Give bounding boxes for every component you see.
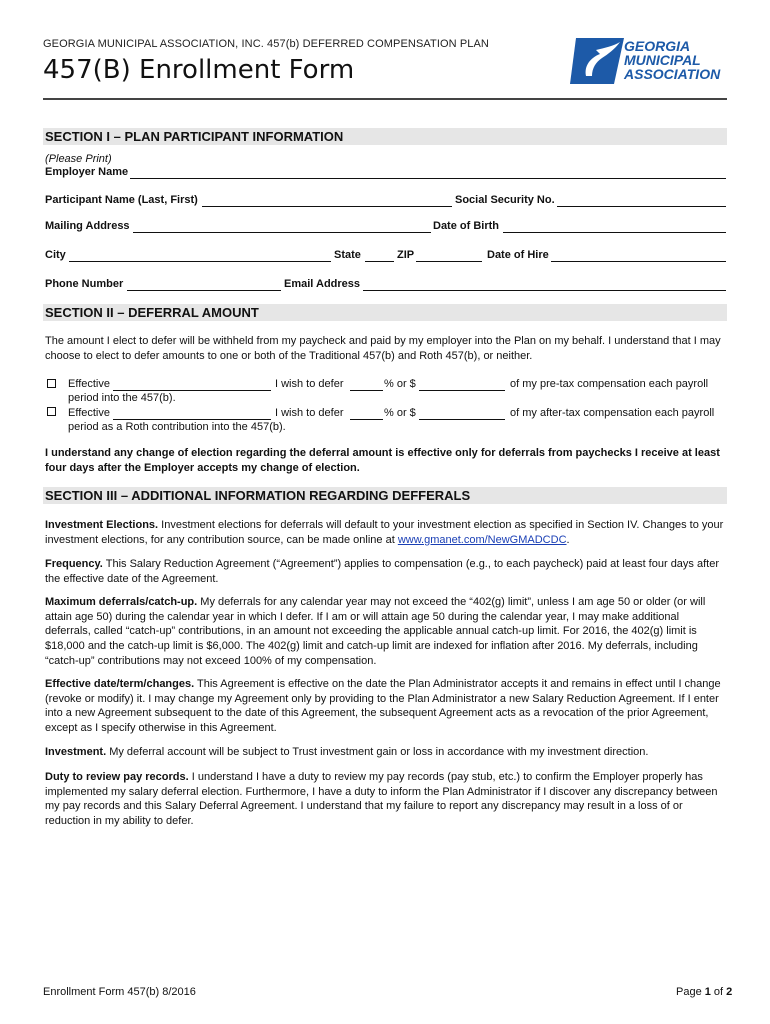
zip-label: ZIP [397,249,415,261]
email-field[interactable] [363,290,726,291]
roth-line-2: period as a Roth contribution into the 457(b). [68,421,286,433]
gmanet-link[interactable]: www.gmanet.com/NewGMADCDC [397,533,567,546]
page-of: of [710,986,727,998]
effective-date-paragraph [45,677,727,736]
pretax-tail-text: of my pre-tax compensation each payroll [510,378,709,390]
duty-to-review-lead: Duty to review pay records. [45,771,189,783]
duty-to-review-text: I understand I have a duty to review my pay records (pay stub, etc.) to confirm the Employer properly has implemented my salary deferral election. Furthermore, I have a duty to inform the Plan Administrator if I discover any discrepancy between my pay records and this Salary Deferral Agreement. I understand that my failure to report any discrepancy may result in a loss of or reduction in my ability to defer. [45,771,718,828]
pretax-percent-label: % or $ [384,378,416,390]
logo-line-3: ASSOCIATION [624,66,721,82]
roth-percent-field[interactable] [350,419,383,420]
page-prefix: Page [676,986,705,998]
investment-paragraph [45,745,727,760]
change-election-notice: I understand any change of election regarding the deferral amount is effective only for deferrals from paychecks I receive at least four days after the Employer accepts my change of election. [45,447,720,474]
phone-field[interactable] [127,290,281,291]
logo-line-2: MUNICIPAL [624,52,701,68]
logo-line-1: GEORGIA [624,38,691,54]
roth-effective-date-field[interactable] [113,419,271,420]
employer-name-label: Employer Name [45,166,129,178]
ssn-field[interactable] [557,206,726,207]
investment-elections-lead: Investment Elections. [45,519,159,531]
section-2-heading: SECTION II – DEFERRAL AMOUNT [45,305,259,320]
section-3-heading: SECTION III – ADDITIONAL INFORMATION REGARDING DEFFERALS [45,488,471,503]
participant-name-label: Participant Name (Last, First) [45,194,198,206]
date-of-hire-field[interactable] [551,261,726,262]
roth-effective-label: Effective [68,407,110,419]
roth-wish-label: I wish to defer [275,407,344,419]
please-print-note: (Please Print) [45,153,112,165]
effective-date-lead: Effective date/term/changes. [45,678,195,690]
pretax-effective-label: Effective [68,378,110,390]
investment-elections-end: . [566,533,570,546]
section-2-heading-bar [43,304,727,321]
maximum-deferrals-paragraph [45,595,727,669]
frequency-paragraph [45,557,727,586]
zip-field[interactable] [416,261,482,262]
mailing-address-label: Mailing Address [45,220,130,232]
investment-elections-text: Investment elections for deferrals will default to your investment election as specified in Section IV. Changes to your investment elections, for any contribution source, can be made online at [45,519,724,546]
participant-name-field[interactable] [202,206,452,207]
deferral-intro-text: The amount I elect to defer will be withheld from my paycheck and paid by my employer into the Plan on my behalf. I understand that I may choose to elect to defer amounts to one or both of the Traditional 457(b) and Roth 457(b), or neither. [45,335,721,362]
duty-to-review-paragraph [45,770,727,829]
maximum-deferrals-text: My deferrals for any calendar year may not exceed the “402(g) limit”, unless I am age 50 or older (or will attain age 50) during the calendar year in which I defer. If I am or will attain age 50 during the calendar year, I may make additional deferrals, called “catch-up” contributions, in an amount not exceeding the applicable annual catch-up limit. For 2016, the 402(g) limit is $18,000 and the catch-up limit is $6,000. The 402(g) limit and catch-up limit are indexed for inflation after 2016. My deferrals, including “catch-up” contributions may not exceed 100% of my compensation. [45,596,706,667]
roth-checkbox[interactable] [47,407,56,416]
pretax-percent-field[interactable] [350,390,383,391]
gma-logo-text [624,39,720,81]
date-of-birth-label: Date of Birth [433,220,499,232]
footer-page-number [676,986,732,998]
pretax-amount-field[interactable] [419,390,505,391]
city-field[interactable] [69,261,331,262]
investment-elections-paragraph [45,518,727,547]
investment-text: My deferral account will be subject to Trust investment gain or loss in accordance with my investment direction. [106,746,649,758]
title-divider [43,98,727,100]
page-current: 1 [704,986,711,998]
city-label: City [45,249,66,261]
mailing-address-field[interactable] [133,232,431,233]
page-title: 457(B) Enrollment Form [43,55,355,85]
investment-lead: Investment. [45,746,107,758]
pretax-wish-label: I wish to defer [275,378,344,390]
roth-amount-field[interactable] [419,419,505,420]
section-3-heading-bar [43,487,727,504]
state-field[interactable] [365,261,394,262]
roth-tail-text: of my after-tax compensation each payroll [510,407,715,419]
footer-form-id: Enrollment Form 457(b) 8/2016 [43,986,196,998]
frequency-text: This Salary Reduction Agreement (“Agreement”) applies to compensation (e.g., to each paycheck) paid at least four days after the effective date of the Agreement. [45,558,719,585]
state-label: State [334,249,361,261]
roth-percent-label: % or $ [384,407,416,419]
section-1-heading: SECTION I – PLAN PARTICIPANT INFORMATION [45,129,344,144]
email-label: Email Address [284,278,361,290]
employer-name-field[interactable] [130,178,726,179]
pretax-effective-date-field[interactable] [113,390,271,391]
date-of-birth-field[interactable] [503,232,726,233]
maximum-deferrals-lead: Maximum deferrals/catch-up. [45,596,198,608]
pretax-checkbox[interactable] [47,379,56,388]
ssn-label: Social Security No. [455,194,555,206]
effective-date-text: This Agreement is effective on the date the Plan Administrator accepts it and remains in effect until I change (revoke or modify) it. I may change my Agreement only by providing to the Plan Administrator a new Salary Reduction Agreement. If I enter into a new Agreement subsequent to the date of this Agreement, the subsequent Agreement acts as a revocation of the prior Agreement, except as I specify otherwise in this Agreement. [45,678,721,735]
page-total: 2 [726,986,733,998]
section-1-heading-bar [43,128,727,145]
gma-logo [570,36,728,86]
gma-logo-mark-icon [570,36,626,86]
pretax-line-2: period into the 457(b). [68,392,176,404]
frequency-lead: Frequency. [45,558,103,570]
org-header-line: GEORGIA MUNICIPAL ASSOCIATION, INC. 457(b) DEFERRED COMPENSATION PLAN [43,38,489,50]
date-of-hire-label: Date of Hire [487,249,549,261]
phone-label: Phone Number [45,278,124,290]
